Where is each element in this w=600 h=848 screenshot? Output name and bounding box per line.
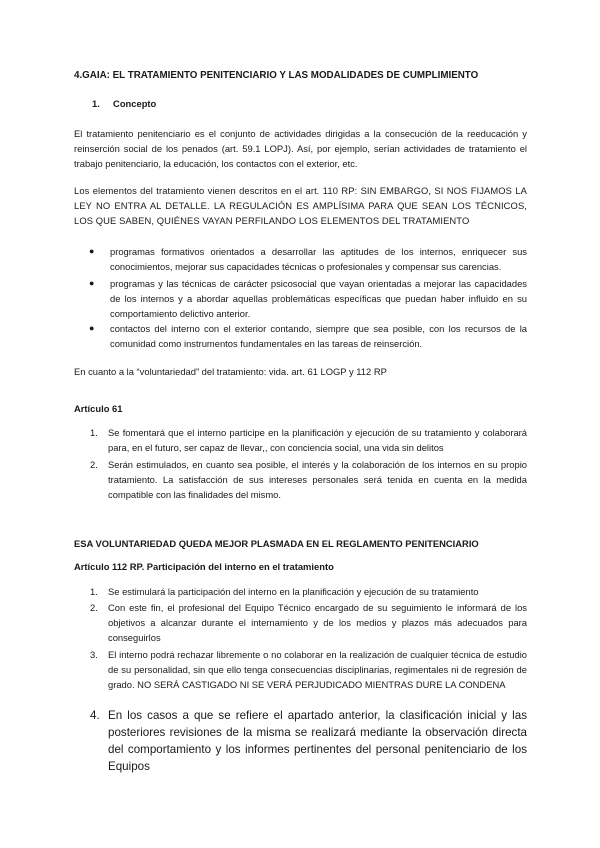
item-number: 1.: [90, 586, 98, 597]
list-item: [90, 707, 527, 775]
item-number: 2.: [90, 459, 98, 470]
item-text: En los casos a que se refiere el apartado anterior, la clasificación inicial y las posteriores revisiones de la misma se realizará mediante la observación directa del comportamiento y los informes pertinentes del personal penitenciario de los Equipos: [108, 709, 527, 773]
section-heading: [92, 98, 392, 109]
article-112-title: Artículo 112 RP. Participación del interno en el tratamiento: [74, 561, 334, 572]
list-item: [90, 457, 527, 502]
voluntariedad-heading: ESA VOLUNTARIEDAD QUEDA MEJOR PLASMADA EN EL REGLAMENTO PENITENCIARIO: [74, 538, 479, 549]
paragraph-definition: El tratamiento penitenciario es el conjunto de actividades dirigidas a la consecución de la reeducación y reinserción social de los penados (art. 59.1 LOPJ). Así, por ejemplo, serían actividades de tratamiento el trabajo penitenciario, la educación, los contactos con el exterior, etc.: [74, 128, 527, 169]
item-text: Serán estimulados, en cuanto sea posible, el interés y la colaboración de los internos en su propio tratamiento. La satisfacción de sus intereses personales será tenida en cuenta en la medida compatible con las finalidades del mismo.: [108, 459, 527, 500]
list-item: [89, 244, 527, 274]
bullet-icon: ●: [89, 323, 95, 333]
item-text: Con este fin, el profesional del Equipo Técnico encargado de su seguimiento le informará de los objetivos a alcanzar durante el internamiento y de los medios y plazos más adecuados para conseguirlos: [108, 602, 527, 643]
bullet-icon: ●: [89, 246, 95, 256]
item-text: El interno podrá rechazar libremente o no colaborar en la realización de cualquier técnica de estudio de su personalidad, sin que ello tenga consecuencias disciplinarias, regimentales ni de regresión de grado. NO SERÁ CASTIGADO NI SE VERÁ PERJUDICADO MIENTRAS DURE LA CONDENA: [108, 649, 527, 690]
page-heading: 4.GAIA: EL TRATAMIENTO PENITENCIARIO Y LAS MODALIDADES DE CUMPLIMIENTO: [74, 70, 479, 81]
list-item: [90, 647, 527, 692]
list-item: [90, 425, 527, 455]
list-item: [90, 600, 527, 645]
bullet-text: programas formativos orientados a desarrollar las aptitudes de los internos, enriquecer sus conocimientos, mejorar sus capacidades técnicas o profesionales y compensar sus carencias.: [110, 246, 527, 272]
list-item: [89, 321, 527, 351]
item-text: Se fomentará que el interno participe en la planificación y ejecución de su tratamiento y colaborará para, en el futuro, ser capaz de llevar,, con conciencia social, una vida sin delitos: [108, 427, 527, 453]
item-number: 3.: [90, 649, 98, 660]
item-text: Se estimulará la participación del interno en la planificación y ejecución de su tratamiento: [108, 586, 479, 597]
list-item: [90, 584, 527, 599]
section-title: Concepto: [113, 98, 157, 109]
bullet-icon: ●: [89, 278, 95, 288]
item-number: 2.: [90, 602, 98, 613]
paragraph-voluntariedad: En cuanto a la “voluntariedad” del tratamiento: vida. art. 61 LOGP y 112 RP: [74, 366, 387, 377]
section-number: 1.: [92, 98, 100, 109]
list-item: [89, 276, 527, 321]
item-number: 4.: [90, 709, 100, 722]
article-61-title: Artículo 61: [74, 403, 123, 414]
bullet-text: contactos del interno con el exterior contando, siempre que sea posible, con los recursos de la comunidad como instrumentos fundamentales en las tareas de reinserción.: [110, 323, 527, 349]
paragraph-elements: Los elementos del tratamiento vienen descritos en el art. 110 RP: SIN EMBARGO, SI NOS FIJAMOS LA LEY NO ENTRA AL DETALLE. LA REGULACIÓN ES AMPLÍSIMA PARA QUE SEAN LOS TÉCNICOS, LOS QUE SABEN, QUIÉNES VAYAN PERFILANDO LOS ELEMENTOS DEL TRATAMIENTO: [74, 185, 527, 226]
item-number: 1.: [90, 427, 98, 438]
bullet-text: programas y las técnicas de carácter psicosocial que vayan orientadas a mejorar las capacidades de los internos y a abordar aquellas problemáticas específicas que puedan haber influido en su comportamiento delictivo anterior.: [110, 278, 527, 319]
